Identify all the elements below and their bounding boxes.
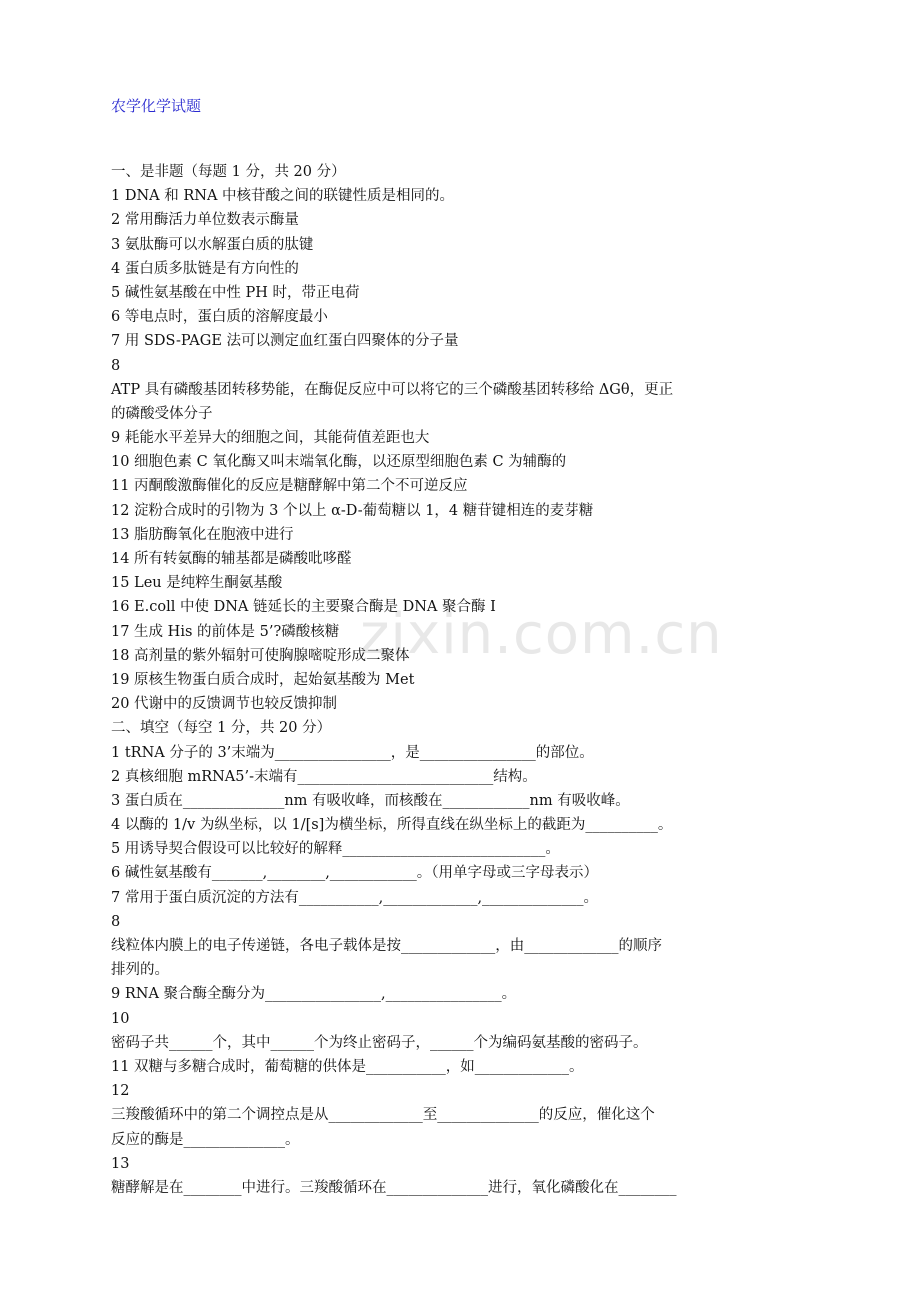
text-line: 4 蛋白质多肽链是有方向性的: [111, 260, 299, 277]
text-line: 10: [111, 1010, 130, 1027]
text-line: 7 用 SDS-PAGE 法可以测定血红蛋白四聚体的分子量: [111, 333, 459, 350]
text-line: 线粒体内膜上的电子传递链，各电子载体是按_____________，由_____________的顺序: [111, 938, 662, 954]
text-line: 20 代谢中的反馈调节也较反馈抑制: [111, 696, 338, 713]
text-line: 6 碱性氨基酸有_______,________,____________。（用单字母或三字母表示）: [111, 865, 599, 882]
text-line: 12: [111, 1083, 130, 1100]
text-line: 9 RNA 聚合酶全酶分为________________,________________。: [111, 986, 517, 1003]
text-line: 5 用诱导契合假设可以比较好的解释____________________________。: [111, 841, 560, 858]
text-line: 8: [111, 913, 121, 930]
text-line: 12 淀粉合成时的引物为 3 个以上 α-D-葡萄糖以 1，4 糖苷键相连的麦芽糖: [111, 502, 594, 519]
text-line: 4 以酶的 1/v 为纵坐标，以 1/[s]为横坐标，所得直线在纵坐标上的截距为__________。: [111, 817, 673, 834]
text-line: 1 DNA 和 RNA 中核苷酸之间的联键性质是相同的。: [111, 188, 455, 205]
text-line: 11 双糖与多糖合成时，葡萄糖的供体是___________，如_____________。: [111, 1058, 584, 1075]
text-line: 3 氨肽酶可以水解蛋白质的肽键: [111, 236, 314, 253]
text-line: 1 tRNA 分子的 3’末端为________________，是________________的部位。: [111, 744, 594, 761]
text-line: 8: [111, 357, 121, 374]
text-line: 10 细胞色素 C 氧化酶又叫末端氧化酶，以还原型细胞色素 C 为辅酶的: [111, 454, 567, 471]
text-line: 2 真核细胞 mRNA5’-末端有___________________________结构。: [111, 768, 537, 785]
text-line: 13 脂肪酶氧化在胞液中进行: [111, 526, 294, 543]
text-line: ATP 具有磷酸基团转移势能，在酶促反应中可以将它的三个磷酸基团转移给 ΔGθ，更正: [111, 381, 674, 398]
text-line: 反应的酶是______________。: [111, 1131, 300, 1148]
text-line: 密码子共______个，其中______个为终止密码子，______个为编码氨基酸的密码子。: [111, 1034, 648, 1051]
text-line: 三羧酸循环中的第二个调控点是从_____________至______________的反应，催化这个: [111, 1107, 655, 1124]
text-line: 7 常用于蛋白质沉淀的方法有___________,_____________,______________。: [111, 889, 599, 906]
document-title: 农学化学试题: [111, 97, 202, 115]
text-line: 一、是非题（每题 1 分，共 20 分）: [111, 164, 346, 180]
text-line: 11 丙酮酸激酶催化的反应是糖酵解中第二个不可逆反应: [111, 478, 468, 495]
text-line: 13: [111, 1155, 130, 1172]
text-line: 18 高剂量的紫外辐射可使胸腺嘧啶形成二聚体: [111, 647, 410, 664]
text-line: 的磷酸受体分子: [111, 405, 213, 422]
text-line: 19 原核生物蛋白质合成时，起始氨基酸为 Met: [111, 671, 415, 688]
text-line: 17 生成 His 的前体是 5’?磷酸核糖: [111, 623, 340, 640]
text-line: 6 等电点时，蛋白质的溶解度最小: [111, 309, 328, 326]
text-line: 15 Leu 是纯粹生酮氨基酸: [111, 575, 283, 592]
text-line: 5 碱性氨基酸在中性 PH 时，带正电荷: [111, 284, 360, 301]
text-line: 2 常用酶活力单位数表示酶量: [111, 212, 299, 229]
document-body: [111, 160, 801, 1200]
text-line: 16 E.coll 中使 DNA 链延长的主要聚合酶是 DNA 聚合酶 I: [111, 599, 496, 616]
text-line: 糖酵解是在________中进行。三羧酸循环在______________进行，氧化磷酸化在________: [111, 1179, 677, 1196]
watermark: zixin.com.cn: [360, 602, 723, 667]
text-line: 二、填空（每空 1 分，共 20 分）: [111, 720, 332, 737]
text-line: 3 蛋白质在______________nm 有吸收峰，而核酸在____________nm 有吸收峰。: [111, 792, 630, 809]
text-line: 排列的。: [111, 962, 169, 979]
text-line: 9 耗能水平差异大的细胞之间，其能荷值差距也大: [111, 430, 430, 447]
text-line: 14 所有转氨酶的辅基都是磷酸吡哆醛: [111, 551, 352, 567]
